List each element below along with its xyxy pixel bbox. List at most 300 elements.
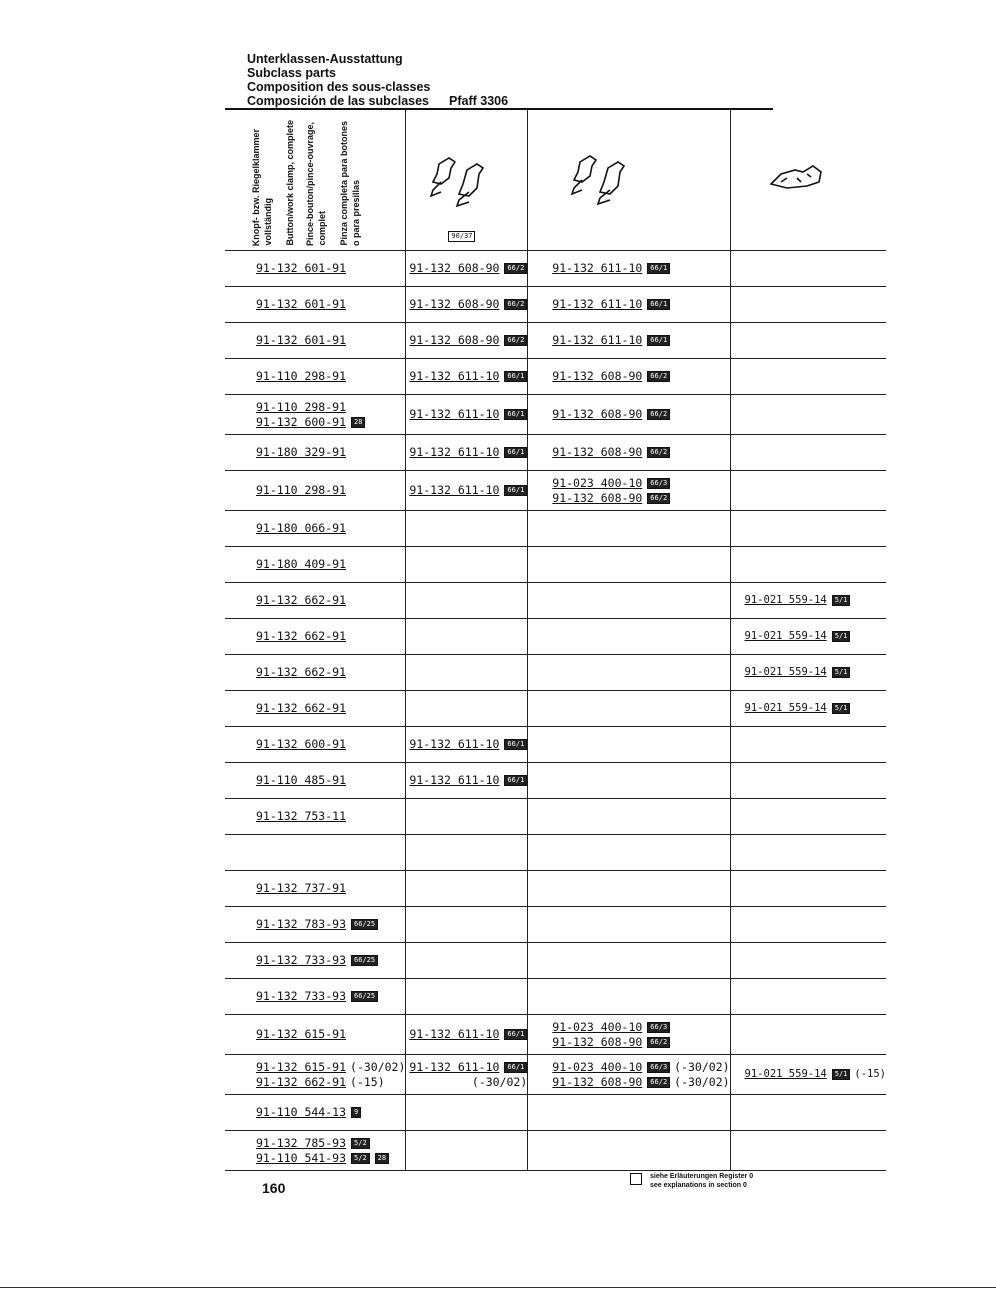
part-number: 91-023 400-10: [552, 475, 643, 490]
header-line: Pince-bouton/pince-ouvrage,: [305, 121, 315, 246]
register-badge: 66/25: [351, 955, 378, 966]
part-entry: [552, 1060, 729, 1075]
table-cell-c4: [730, 727, 886, 763]
part-number: 91-132 611-10: [409, 407, 500, 421]
table-row: [225, 979, 886, 1015]
register-badge: 66/1: [504, 1062, 527, 1073]
register-badge: 66/3: [647, 1062, 670, 1073]
table-cell-c3: [528, 907, 730, 943]
table-cell-c2: [406, 511, 528, 547]
table-cell-c3: [528, 359, 730, 395]
table-cell-c2: [406, 619, 528, 655]
table-cell-c2: [406, 435, 528, 471]
part-number: 91-132 608-90: [552, 407, 643, 421]
part-number: 91-132 608-90: [409, 297, 500, 311]
table-cell-c4: [730, 547, 886, 583]
part-number: 91-132 601-91: [256, 297, 347, 311]
part-entry: [256, 953, 405, 968]
register-badge: 66/2: [647, 409, 670, 420]
table-cell-c2: [406, 323, 528, 359]
table-cell-c1: [225, 727, 406, 763]
page-titles: [247, 52, 509, 108]
part-entry: [256, 701, 405, 716]
part-entry: [256, 1075, 405, 1090]
table-cell-c1: [225, 1131, 406, 1171]
table-cell-c4: [730, 583, 886, 619]
table-cell-c4: [730, 1131, 886, 1171]
register-badge: 66/1: [504, 485, 527, 496]
table-cell-c3: [528, 287, 730, 323]
table-cell-c1: [225, 287, 406, 323]
header-line: Knopf- bzw. Riegelklammer: [251, 128, 261, 246]
table-row: [225, 727, 886, 763]
part-entry: [256, 1105, 405, 1120]
part-number: 91-132 611-10: [409, 445, 500, 459]
header-line: Button/work clamp, complete: [285, 120, 295, 246]
part-number: 91-021 559-14: [744, 1068, 827, 1080]
table-cell-c2: [406, 655, 528, 691]
part-number: 91-132 611-10: [409, 737, 500, 751]
register-badge: 66/1: [504, 447, 527, 458]
part-entry: [552, 476, 729, 491]
part-number: 91-110 298-91: [256, 369, 347, 383]
version-suffix: (-15): [854, 1068, 886, 1080]
part-number: 91-132 611-10: [409, 773, 500, 787]
part-entry: [256, 629, 405, 644]
table-cell-c3: [528, 1055, 730, 1095]
part-entry: [409, 261, 527, 276]
table-row: [225, 943, 886, 979]
part-entry: [409, 1060, 527, 1075]
table-cell-c2: [406, 251, 528, 287]
register-badge: 66/2: [647, 1077, 670, 1088]
part-entry: [256, 665, 405, 680]
part-number: 91-132 608-90: [552, 445, 643, 459]
clamp-pair-drawing: [427, 154, 497, 214]
table-row: [225, 359, 886, 395]
header-image-cell: [528, 114, 729, 250]
table-cell-c4: [730, 871, 886, 907]
table-cell-c4: [730, 763, 886, 799]
table-cell-c4: [730, 395, 886, 435]
table-cell-c1: [225, 323, 406, 359]
version-suffix: (-15): [350, 1074, 385, 1089]
register-badge: 66/2: [504, 335, 527, 346]
table-cell-c1: [225, 979, 406, 1015]
part-number: 91-132 785-93: [256, 1135, 347, 1150]
table-cell-c1: [225, 763, 406, 799]
table-cell-c2: [406, 547, 528, 583]
table-cell-c4: [730, 511, 886, 547]
part-number: 91-132 608-90: [409, 261, 500, 275]
table-row: [225, 1131, 886, 1171]
table-cell-c1: [225, 359, 406, 395]
header-col-part-a: [406, 110, 528, 251]
part-number: 91-132 753-11: [256, 809, 347, 823]
register-badge: 66/2: [647, 493, 670, 504]
part-entry: [552, 369, 729, 384]
header-image-badge: 90/37: [448, 231, 475, 242]
table-cell-c2: [406, 471, 528, 511]
register-badge: 66/1: [504, 739, 527, 750]
title-en: Subclass parts: [247, 66, 336, 80]
part-number: 91-132 733-93: [256, 953, 347, 967]
part-number: 91-021 559-14: [744, 630, 827, 642]
part-number: 91-023 400-10: [552, 1019, 643, 1034]
part-number: 91-180 329-91: [256, 445, 347, 459]
clamp-pair-drawing: [568, 152, 638, 212]
part-entry: [256, 593, 405, 608]
part-entry: [256, 773, 405, 788]
table-cell-c1: [225, 583, 406, 619]
legend-box-icon: [630, 1173, 642, 1185]
table-cell-c4: [730, 655, 886, 691]
part-entry: [552, 407, 729, 422]
part-entry: [552, 1035, 729, 1050]
table-cell-c1: [225, 1095, 406, 1131]
register-badge: 66/1: [504, 1029, 527, 1040]
table-cell-c2: [406, 799, 528, 835]
table-row: [225, 619, 886, 655]
table-row: [225, 395, 886, 435]
part-entry: [256, 881, 405, 896]
register-badge: 9: [351, 1107, 361, 1118]
table-cell-c3: [528, 1131, 730, 1171]
table-row: [225, 655, 886, 691]
table-cell-c3: [528, 691, 730, 727]
header-image-cell: [731, 114, 886, 250]
part-number: 91-132 611-10: [409, 369, 500, 383]
table-cell-c1: [225, 1055, 406, 1095]
register-badge: 66/1: [504, 371, 527, 382]
register-badge: 28: [375, 1153, 389, 1164]
part-number: 91-023 400-10: [552, 1059, 643, 1074]
part-entry: [256, 521, 405, 536]
part-entry: [745, 629, 886, 644]
title-de: Unterklassen-Ausstattung: [247, 52, 403, 66]
part-number: 91-021 559-14: [744, 594, 827, 606]
part-number: 91-132 611-10: [552, 333, 643, 347]
part-entry: [256, 369, 405, 384]
header-image-cell: [409, 114, 527, 250]
clamp-plate-drawing: [767, 164, 827, 194]
register-badge: 66/2: [504, 299, 527, 310]
header-line: o para presillas: [351, 179, 361, 246]
table-cell-c3: [528, 435, 730, 471]
table-cell-c3: [528, 619, 730, 655]
table-cell-c2: [406, 359, 528, 395]
part-number: 91-110 541-93: [256, 1150, 347, 1165]
table-cell-c4: [730, 835, 886, 871]
part-number: 91-132 608-90: [552, 490, 643, 505]
part-entry: [409, 297, 527, 312]
table-cell-c1: [225, 655, 406, 691]
part-entry: [256, 1027, 405, 1042]
table-row: [225, 547, 886, 583]
table-row: [225, 871, 886, 907]
part-entry: [256, 415, 405, 430]
table-cell-c1: [225, 1015, 406, 1055]
header-line: complet: [317, 211, 327, 246]
register-badge: 66/25: [351, 919, 378, 930]
table-cell-c4: [730, 1095, 886, 1131]
table-cell-c2: [406, 763, 528, 799]
version-suffix: (-30/02): [674, 1059, 730, 1074]
part-entry: [256, 917, 405, 932]
table-cell-c4: [730, 359, 886, 395]
table-cell-c3: [528, 727, 730, 763]
register-badge: 66/2: [647, 1037, 670, 1048]
register-badge: 5/1: [832, 631, 851, 642]
part-number: 91-180 409-91: [256, 557, 347, 571]
table-cell-c4: [730, 907, 886, 943]
part-number: 91-132 783-93: [256, 917, 347, 931]
register-badge: 66/1: [504, 775, 527, 786]
header-col-part-b: [528, 110, 730, 251]
part-entry: [552, 1020, 729, 1035]
part-number: 91-021 559-14: [744, 666, 827, 678]
part-entry: [745, 593, 886, 608]
register-badge: 5/1: [832, 1069, 851, 1080]
table-cell-c1: [225, 511, 406, 547]
table-cell-c3: [528, 547, 730, 583]
table-cell-c2: [406, 727, 528, 763]
table-cell-c4: [730, 1055, 886, 1095]
part-entry: [256, 1060, 405, 1075]
part-entry: [409, 333, 527, 348]
part-number: 91-132 611-10: [409, 1059, 500, 1074]
table-cell-c2: [406, 1015, 528, 1055]
register-badge: 66/3: [647, 1022, 670, 1033]
part-entry: [409, 773, 527, 788]
table-cell-c3: [528, 871, 730, 907]
part-entry: [256, 297, 405, 312]
part-number: 91-132 662-91: [256, 665, 347, 679]
table-cell-c1: [225, 943, 406, 979]
table-row: [225, 691, 886, 727]
header-col-clamp: [225, 110, 406, 251]
table-cell-c3: [528, 1095, 730, 1131]
part-number: 91-132 733-93: [256, 989, 347, 1003]
part-entry: [552, 297, 729, 312]
part-number: 91-132 737-91: [256, 881, 347, 895]
footer-note-en: see explanations in section 0: [650, 1182, 747, 1189]
part-entry: [256, 557, 405, 572]
part-entry: [552, 333, 729, 348]
part-entry: [256, 445, 405, 460]
version-suffix: (-30/02): [471, 1074, 528, 1089]
page-number: 160: [262, 1180, 286, 1196]
table-cell-c4: [730, 943, 886, 979]
table-cell-c4: [730, 435, 886, 471]
table-cell-c2: [406, 287, 528, 323]
table-row: [225, 1055, 886, 1095]
table-cell-c3: [528, 979, 730, 1015]
table-cell-c4: [730, 619, 886, 655]
table-cell-c2: [406, 943, 528, 979]
part-number: 91-132 608-90: [552, 369, 643, 383]
part-entry: [409, 445, 527, 460]
title-es: Composición de las subclases: [247, 94, 430, 108]
part-entry: [409, 1027, 527, 1042]
footer-note-de: siehe Erläuterungen Register 0: [650, 1173, 754, 1180]
part-entry: [409, 737, 527, 752]
part-entry: [256, 261, 405, 276]
table-row: [225, 799, 886, 835]
part-entry: [256, 737, 405, 752]
part-number: 91-110 298-91: [256, 483, 347, 497]
table-cell-c3: [528, 323, 730, 359]
table-row: [225, 471, 886, 511]
table-cell-c2: [406, 1131, 528, 1171]
part-entry: [552, 445, 729, 460]
part-number: 91-132 611-10: [552, 261, 643, 275]
table-cell-c1: [225, 619, 406, 655]
table-cell-c2: [406, 583, 528, 619]
table-row: [225, 583, 886, 619]
register-badge: 66/2: [647, 371, 670, 382]
table-cell-c4: [730, 287, 886, 323]
table-cell-c4: [730, 979, 886, 1015]
part-number: 91-132 611-10: [409, 483, 500, 497]
table-cell-c2: [406, 979, 528, 1015]
part-entry: [256, 483, 405, 498]
part-entry: [745, 665, 886, 680]
register-badge: 5/1: [832, 703, 851, 714]
part-entry: [552, 261, 729, 276]
register-badge: 66/1: [504, 409, 527, 420]
part-entry: [552, 491, 729, 506]
part-number: 91-132 600-91: [256, 737, 347, 751]
table-cell-c3: [528, 251, 730, 287]
part-entry: [745, 701, 886, 716]
table-cell-c3: [528, 655, 730, 691]
table-cell-c3: [528, 835, 730, 871]
part-number: 91-132 662-91: [256, 701, 347, 715]
table-row: [225, 435, 886, 471]
part-number: 91-132 601-91: [256, 333, 347, 347]
table-cell-c1: [225, 395, 406, 435]
table-cell-c4: [730, 251, 886, 287]
part-entry: [745, 1067, 886, 1082]
table-cell-c1: [225, 871, 406, 907]
table-cell-c1: [225, 251, 406, 287]
title-fr: Composition des sous-classes: [247, 80, 431, 94]
register-badge: 66/1: [647, 263, 670, 274]
part-entry: [409, 1075, 527, 1090]
table-cell-c4: [730, 323, 886, 359]
table-cell-c4: [730, 799, 886, 835]
header-col-part-c: [730, 110, 886, 251]
table-cell-c4: [730, 691, 886, 727]
part-number: 91-021 559-14: [744, 702, 827, 714]
table-cell-c4: [730, 1015, 886, 1055]
parts-table: [225, 110, 886, 1171]
register-badge: 66/2: [647, 447, 670, 458]
table-cell-c3: [528, 799, 730, 835]
table-cell-c2: [406, 835, 528, 871]
part-number: 91-110 485-91: [256, 773, 347, 787]
register-badge: 66/3: [647, 478, 670, 489]
part-entry: [256, 1136, 405, 1151]
table-cell-c3: [528, 395, 730, 435]
table-cell-c3: [528, 943, 730, 979]
table-row: [225, 835, 886, 871]
part-entry: [409, 369, 527, 384]
table-cell-c2: [406, 691, 528, 727]
part-number: 91-132 601-91: [256, 261, 347, 275]
register-badge: 66/2: [504, 263, 527, 274]
bottom-rule: [0, 1287, 996, 1288]
table-row: [225, 287, 886, 323]
part-entry: [256, 809, 405, 824]
table-row: [225, 323, 886, 359]
part-number: 91-110 298-91: [256, 399, 347, 414]
part-entry: [256, 989, 405, 1004]
table-row: [225, 763, 886, 799]
part-number: 91-132 662-91: [256, 629, 347, 643]
part-number: 91-132 608-90: [552, 1034, 643, 1049]
version-suffix: (-30/02): [350, 1059, 406, 1074]
table-cell-c1: [225, 691, 406, 727]
table-row: [225, 251, 886, 287]
register-badge: 28: [351, 417, 365, 428]
part-number: 91-132 615-91: [256, 1059, 347, 1074]
register-badge: 5/1: [832, 595, 851, 606]
table-cell-c2: [406, 395, 528, 435]
part-entry: [256, 400, 405, 415]
part-number: 91-132 611-10: [409, 1027, 500, 1041]
part-number: 91-132 608-90: [552, 1074, 643, 1089]
part-entry: [256, 1151, 405, 1166]
part-entry: [552, 1075, 729, 1090]
header-vertical-text: [225, 114, 405, 250]
part-number: 91-132 600-91: [256, 414, 347, 429]
part-entry: [409, 407, 527, 422]
part-number: 91-180 066-91: [256, 521, 347, 535]
part-number: 91-132 662-91: [256, 1074, 347, 1089]
register-badge: 66/25: [351, 991, 378, 1002]
table-cell-c2: [406, 871, 528, 907]
register-badge: 5/1: [832, 667, 851, 678]
part-entry: [256, 333, 405, 348]
table-cell-c1: [225, 547, 406, 583]
part-number: 91-132 662-91: [256, 593, 347, 607]
table-row: [225, 1015, 886, 1055]
table-row: [225, 907, 886, 943]
table-cell-c2: [406, 1055, 528, 1095]
table-cell-c1: [225, 435, 406, 471]
header-line: vollständig: [263, 198, 273, 246]
table-cell-c2: [406, 907, 528, 943]
table-cell-c3: [528, 1015, 730, 1055]
part-number: 91-132 615-91: [256, 1027, 347, 1041]
version-suffix: (-30/02): [674, 1074, 730, 1089]
table-cell-c4: [730, 471, 886, 511]
register-badge: 5/2: [351, 1138, 370, 1149]
table-cell-c2: [406, 1095, 528, 1131]
table-cell-c1: [225, 907, 406, 943]
register-badge: 66/1: [647, 335, 670, 346]
table-header-row: [225, 110, 886, 251]
part-entry: [409, 483, 527, 498]
part-number: 91-132 611-10: [552, 297, 643, 311]
table-cell-c3: [528, 511, 730, 547]
part-number: 91-110 544-13: [256, 1105, 347, 1119]
footer-note: [630, 1172, 753, 1190]
part-number: 91-132 608-90: [409, 333, 500, 347]
table-cell-c1: [225, 471, 406, 511]
